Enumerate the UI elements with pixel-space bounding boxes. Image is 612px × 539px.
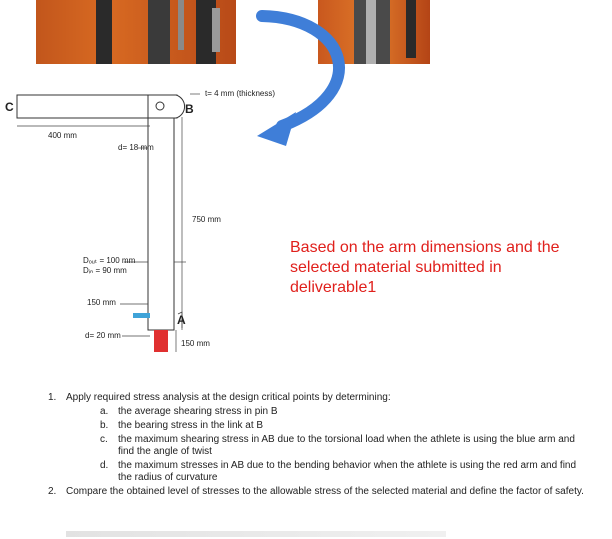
- task-text: Compare the obtained level of stresses to the allowable stress of the selected material and define the factor of safety.: [66, 486, 584, 497]
- pin-b: [156, 102, 164, 110]
- label-b: B: [185, 102, 194, 116]
- d20-label: d= 20 mm: [85, 331, 121, 340]
- pin-diameter-label: d= 18 mm: [118, 143, 154, 152]
- task-1: [48, 392, 588, 404]
- subtask-a: a. the average shearing stress in pin B: [100, 406, 278, 417]
- length-400-label: 400 mm: [48, 131, 77, 140]
- red-note: Based on the arm dimensions and the selected material submitted in deliverable1: [290, 239, 560, 296]
- subtask-d: d. the maximum stresses in AB due to the bending behavior when the athlete is using the red arm and find the radius of curvature: [100, 460, 577, 483]
- red-arm: [154, 330, 168, 352]
- arm-end: [148, 95, 185, 118]
- inner-diameter-label: Dᵢₙ = 90 mm: [83, 266, 127, 275]
- thickness-label: t= 4 mm (thickness): [205, 89, 276, 98]
- label-a: A: [177, 313, 186, 327]
- task-text: Apply required stress analysis at the design critical points by determining:: [66, 392, 391, 403]
- blue-arm: [133, 313, 150, 318]
- task-2: [48, 486, 588, 498]
- task-list: [48, 392, 588, 500]
- subtask-c: c. the maximum shearing stress in AB due to the torsional load when the athlete is using the blue arm and find the angle of twist: [100, 434, 575, 457]
- arm-150-label: 150 mm: [87, 298, 116, 307]
- subtask-b: b. the bearing stress in the link at B: [100, 420, 264, 431]
- label-c: C: [5, 100, 14, 114]
- task-number: 1.: [48, 392, 57, 403]
- length-750-label: 750 mm: [192, 215, 221, 224]
- curved-arrow: [262, 16, 339, 126]
- outer-diameter-label: Dₒᵤₜ = 100 mm: [83, 256, 136, 265]
- cut-off-line: [66, 531, 446, 537]
- curved-arrow-head: [257, 112, 296, 146]
- task-number: 2.: [48, 486, 57, 497]
- length-150-label: 150 mm: [181, 339, 210, 348]
